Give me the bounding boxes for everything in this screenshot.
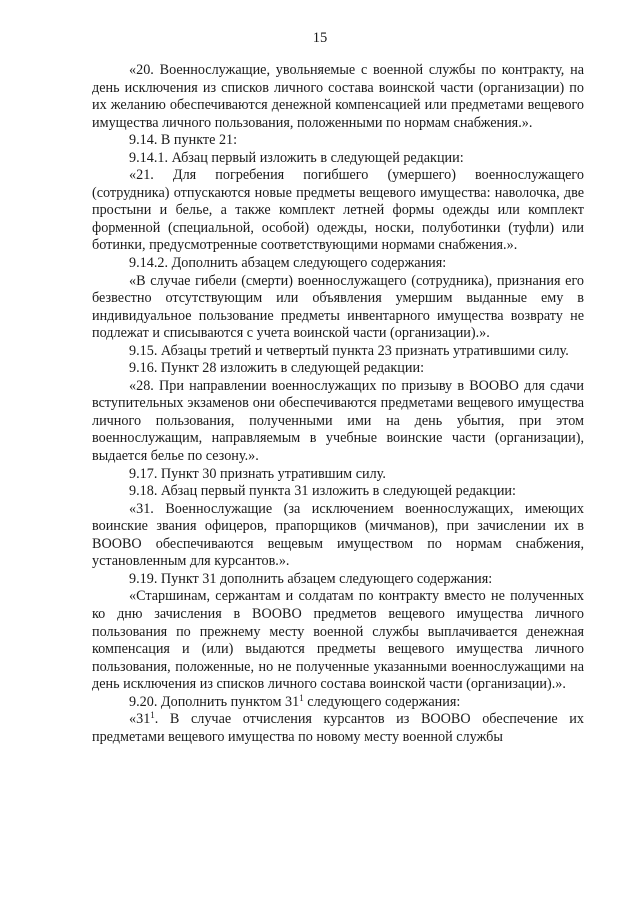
quote-paragraph-sergeants: «Старшинам, сержантам и солдатам по контракту вместо не полученных ко дню зачисления в ВООВО предметов вещевого имущества личного пользования по прежнему месту военной службы выплачивается денежная компенсация и (или) выдаются предметы вещевого имущества личного пользования, положенные, но не полученные указанными военнослужащими на день исключения из списков личного состава воинской части (организации).». [92, 588, 584, 693]
quote-paragraph-28: «28. При направлении военнослужащих по призыву в ВООВО для сдачи вступительных экзаменов они обеспечиваются предметами вещевого имущества личного пользования, полученными ими на день убытия, при этом военнослужащим, направляемым в учебные воинские части (организации), выдается белье по сезону.». [92, 377, 584, 465]
page-number: 15 [312, 30, 328, 46]
item-9-20-text-end: следующего содержания: [303, 693, 461, 710]
quote-paragraph-death-case: «В случае гибели (смерти) военнослужащего (сотрудника), признания его безвестно отсутствующим или объявления умершим выданные ему в индивидуальное пользование предметы инвентарного имущества возврату не подлежат и списываются с учета воинской части (организации).». [92, 272, 584, 342]
quote-31-1-text: . В случае отчисления курсантов из ВООВО обеспечение их предметами вещевого имущества по новому месту военной службы [92, 711, 584, 745]
quote-paragraph-21: «21. Для погребения погибшего (умершего) военнослужащего (сотрудника) отпускаются новые предметы вещевого имущества: наволочка, две простыни и белье, а также комплект летней формы одежды или комплект форменной (специальной, особой) одежды, носки, полуботинки (туфли) или ботинки, предусмотренные соответствующими нормами снабжения.». [92, 167, 584, 254]
item-9-14-1: 9.14.1. Абзац первый изложить в следующей редакции: [129, 149, 464, 166]
item-9-16: 9.16. Пункт 28 изложить в следующей редакции: [129, 360, 425, 377]
item-9-20-text: 9.20. Дополнить пунктом 31 [129, 693, 300, 710]
item-9-19: 9.19. Пункт 31 дополнить абзацем следующего содержания: [129, 570, 493, 587]
quote-31-1-superscript: 1 [150, 710, 155, 721]
item-9-18: 9.18. Абзац первый пункта 31 изложить в следующей редакции: [129, 483, 516, 500]
item-9-20 [92, 694, 584, 712]
item-9-20-superscript: 1 [299, 692, 304, 703]
quote-31-1-number: «31 [129, 711, 151, 728]
quote-paragraph-20: «20. Военнослужащие, увольняемые с военной службы по контракту, на день исключения из списков личного состава воинской части (организации) по их желанию обеспечиваются денежной компенсацией или предметами вещевого имущества личного пользования, положенными по нормам снабжения.». [92, 62, 584, 131]
item-9-14-2: 9.14.2. Дополнить абзацем следующего содержания: [129, 255, 447, 272]
item-9-14: 9.14. В пункте 21: [129, 132, 238, 149]
quote-paragraph-31: «31. Военнослужащие (за исключением военнослужащих, имеющих воинские звания офицеров, прапорщиков (мичманов), при зачислении их в ВООВО обеспечиваются вещевым имуществом по нормам снабжения, установленным для курсантов.». [92, 500, 584, 570]
item-9-17: 9.17. Пункт 30 признать утратившим силу. [129, 465, 386, 482]
item-9-15: 9.15. Абзацы третий и четвертый пункта 23 признать утратившими силу. [129, 342, 569, 359]
quote-paragraph-31-1 [92, 711, 584, 746]
document-body [92, 62, 584, 746]
